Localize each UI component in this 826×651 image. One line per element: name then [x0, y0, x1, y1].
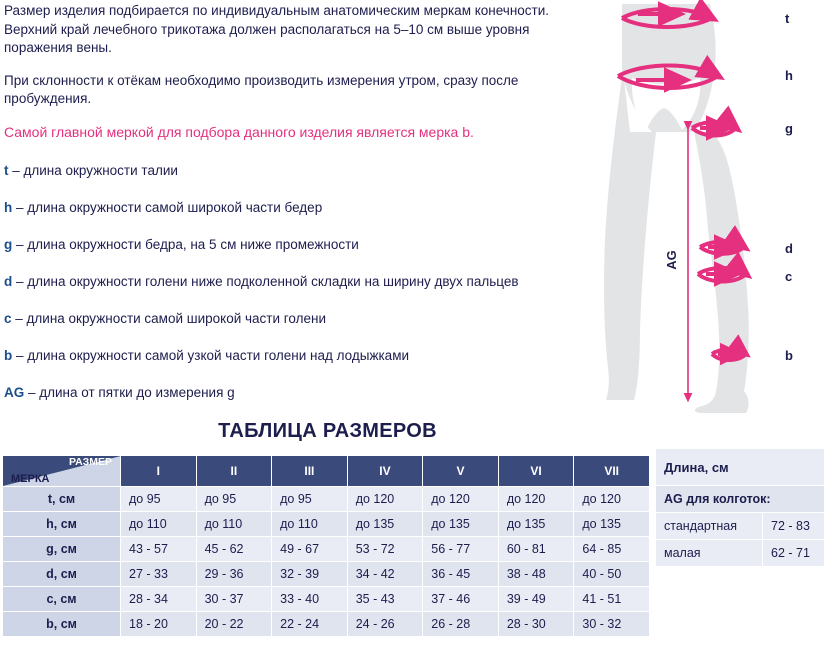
length-table — [655, 448, 825, 567]
cell-h-6: до 135 — [498, 512, 574, 537]
table-title: ТАБЛИЦА РАЗМЕРОВ — [218, 420, 437, 442]
size-column-5: V — [423, 456, 499, 487]
table-row — [656, 486, 825, 513]
figure-label-g: g — [785, 121, 793, 136]
legend-key-ag: AG — [4, 384, 25, 400]
cell-t-7: до 120 — [574, 487, 650, 512]
cell-g-3: 49 - 67 — [272, 537, 348, 562]
instructions-column — [4, 2, 594, 421]
length-row-label-small: малая — [656, 540, 763, 567]
cell-h-2: до 110 — [196, 512, 272, 537]
corner-label-size: РАЗМЕР — [69, 456, 112, 468]
size-column-4: IV — [347, 456, 423, 487]
figure-label-b: b — [785, 348, 793, 363]
cell-d-3: 32 - 39 — [272, 562, 348, 587]
cell-d-6: 38 - 48 — [498, 562, 574, 587]
cell-c-3: 33 - 40 — [272, 587, 348, 612]
cell-b-1: 18 - 20 — [121, 612, 197, 637]
row-label-g: g, см — [3, 537, 121, 562]
row-label-b: b, см — [3, 612, 121, 637]
cell-d-2: 29 - 36 — [196, 562, 272, 587]
cell-t-6: до 120 — [498, 487, 574, 512]
legend-text-d: – длина окружности голени ниже подколенной складки на ширину двух пальцев — [12, 273, 519, 289]
length-row-value-standard: 72 - 83 — [763, 513, 825, 540]
row-label-d: d, см — [3, 562, 121, 587]
legend-key-c: c — [4, 310, 12, 326]
cell-t-5: до 120 — [423, 487, 499, 512]
length-table-subheader: AG для колготок: — [656, 486, 825, 513]
measurement-band-g — [692, 122, 736, 136]
cell-c-2: 30 - 37 — [196, 587, 272, 612]
size-column-7: VII — [574, 456, 650, 487]
cell-d-5: 36 - 45 — [423, 562, 499, 587]
legend-item-ag — [4, 384, 594, 402]
size-column-3: III — [272, 456, 348, 487]
length-table-header: Длина, см — [656, 449, 825, 486]
legend-key-h: h — [4, 199, 13, 215]
table-row — [3, 512, 650, 537]
cell-h-3: до 110 — [272, 512, 348, 537]
table-row — [3, 562, 650, 587]
row-label-c: c, см — [3, 587, 121, 612]
cell-g-6: 60 - 81 — [498, 537, 574, 562]
figure-label-ag: AG — [664, 250, 679, 270]
size-column-2: II — [196, 456, 272, 487]
length-row-value-small: 62 - 71 — [763, 540, 825, 567]
table-row — [656, 513, 825, 540]
legend-text-ag: – длина от пятки до измерения g — [24, 384, 235, 400]
legend-item-t — [4, 162, 594, 180]
legend-text-c: – длина окружности самой широкой части голени — [11, 310, 326, 326]
cell-c-4: 35 - 43 — [347, 587, 423, 612]
cell-h-5: до 135 — [423, 512, 499, 537]
table-row — [3, 612, 650, 637]
cell-b-5: 26 - 28 — [423, 612, 499, 637]
cell-g-1: 43 - 57 — [121, 537, 197, 562]
legend-item-d — [4, 273, 594, 291]
cell-b-4: 24 - 26 — [347, 612, 423, 637]
table-row — [656, 540, 825, 567]
table-row — [3, 537, 650, 562]
figure-label-d: d — [785, 241, 793, 256]
cell-b-3: 22 - 24 — [272, 612, 348, 637]
legend-key-d: d — [4, 273, 13, 289]
legend-text-t: – длина окружности талии — [8, 162, 178, 178]
table-row — [3, 587, 650, 612]
cell-t-2: до 95 — [196, 487, 272, 512]
intro-paragraph-1: Размер изделия подбирается по индивидуальным анатомическим меркам конечности. Верхний край лечебного трикотажа должен располагаться на 5–10 см выше уровня поражения вены. — [4, 3, 550, 55]
cell-h-1: до 110 — [121, 512, 197, 537]
cell-t-3: до 95 — [272, 487, 348, 512]
corner-label-measure: МЕРКА — [11, 473, 50, 485]
cell-g-4: 53 - 72 — [347, 537, 423, 562]
cell-g-2: 45 - 62 — [196, 537, 272, 562]
legend-text-b: – длина окружности самой узкой части голени над лодыжками — [12, 347, 410, 363]
size-column-1: I — [121, 456, 197, 487]
intro-paragraph-2: При склонности к отёкам необходимо производить измерения утром, сразу после пробуждения. — [4, 72, 519, 106]
row-label-t: t, см — [3, 487, 121, 512]
legend-item-g — [4, 236, 594, 254]
legend-key-t: t — [4, 162, 9, 178]
cell-d-1: 27 - 33 — [121, 562, 197, 587]
size-table — [2, 455, 650, 637]
figure-label-c: c — [785, 269, 793, 284]
size-table-corner-cell — [3, 456, 121, 487]
cell-t-1: до 95 — [121, 487, 197, 512]
legend-text-h: – длина окружности самой широкой части бедер — [12, 199, 323, 215]
figure-label-h: h — [785, 68, 793, 83]
cell-c-7: 41 - 51 — [574, 587, 650, 612]
legend-key-b: b — [4, 347, 13, 363]
cell-c-5: 37 - 46 — [423, 587, 499, 612]
measurement-figure — [560, 0, 826, 415]
legend-item-b — [4, 347, 594, 365]
length-row-label-standard: стандартная — [656, 513, 763, 540]
cell-h-7: до 135 — [574, 512, 650, 537]
key-measurement-note: Самой главной меркой для подбора данного изделия является мерка b. — [4, 123, 474, 140]
cell-g-5: 56 - 77 — [423, 537, 499, 562]
cell-c-6: 39 - 49 — [498, 587, 574, 612]
cell-d-7: 40 - 50 — [574, 562, 650, 587]
legend-item-h — [4, 199, 594, 217]
table-row — [3, 487, 650, 512]
cell-b-6: 28 - 30 — [498, 612, 574, 637]
cell-t-4: до 120 — [347, 487, 423, 512]
row-label-h: h, см — [3, 512, 121, 537]
cell-b-2: 20 - 22 — [196, 612, 272, 637]
cell-b-7: 30 - 32 — [574, 612, 650, 637]
cell-g-7: 64 - 85 — [574, 537, 650, 562]
legend-text-g: – длина окружности бедра, на 5 см ниже промежности — [12, 236, 359, 252]
cell-d-4: 34 - 42 — [347, 562, 423, 587]
size-table-header-row — [3, 456, 650, 487]
legend-key-g: g — [4, 236, 13, 252]
cell-c-1: 28 - 34 — [121, 587, 197, 612]
cell-h-4: до 135 — [347, 512, 423, 537]
length-table-header-row — [656, 449, 825, 486]
size-column-6: VI — [498, 456, 574, 487]
legend-item-c — [4, 310, 594, 328]
figure-label-t: t — [785, 11, 790, 26]
